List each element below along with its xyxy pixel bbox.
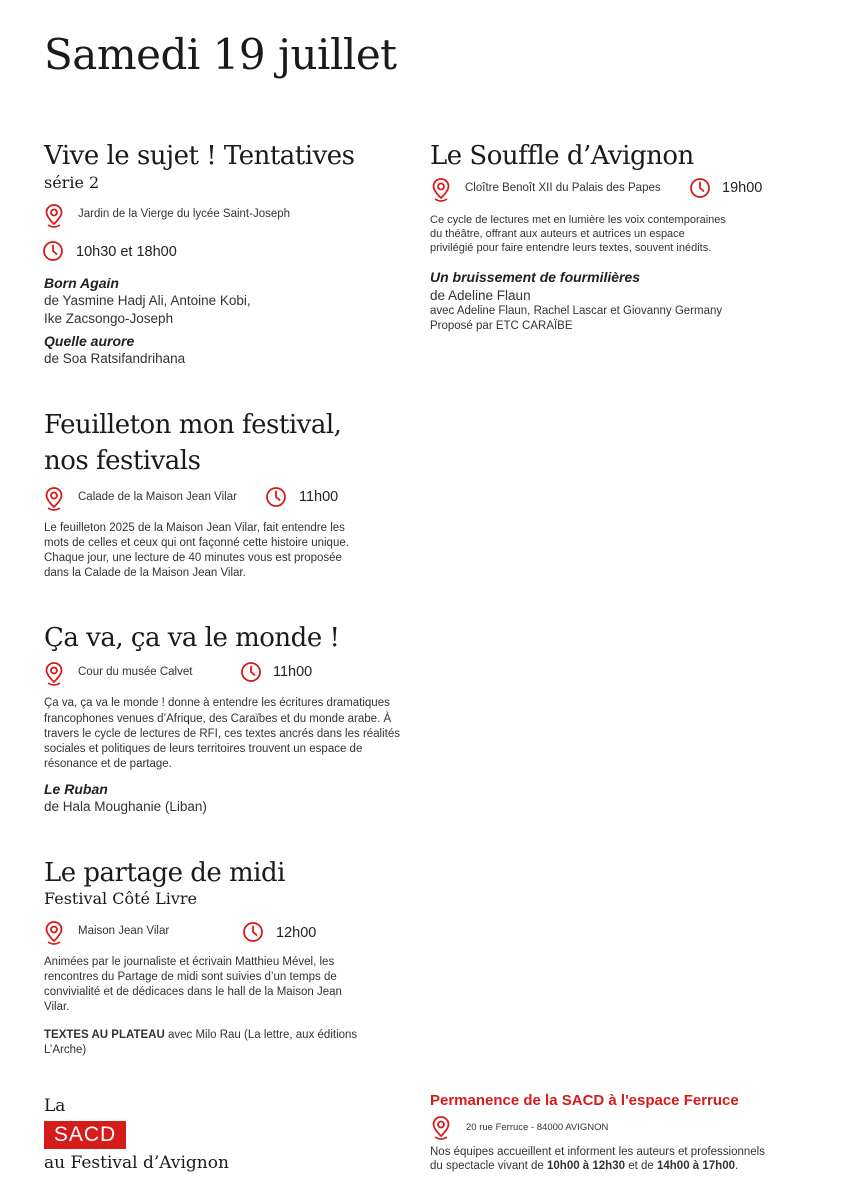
event-time-feuilleton: 11h00 — [299, 489, 339, 505]
event-description-line: Vilar. — [44, 1001, 70, 1013]
clock-icon — [265, 486, 287, 508]
event-location-souffle: Cloître Benoît XII du Palais des Papes — [465, 182, 661, 194]
textes-au-plateau — [44, 1028, 357, 1044]
event-time-cava: 11h00 — [273, 664, 313, 680]
permanence-title: Permanence de la SACD à l'espace Ferruce — [430, 1092, 739, 1109]
event-description-line: Chaque jour, une lecture de 40 minutes vous est proposée — [44, 552, 342, 564]
permanence-hours-morning: 10h00 à 12h30 — [547, 1160, 626, 1172]
permanence-hours-afternoon: 14h00 à 17h00 — [656, 1160, 735, 1172]
permanence-text: du spectacle vivant de — [430, 1160, 547, 1172]
event-description-line: convivialité et de dédicaces dans le hall de la Maison Jean — [44, 986, 342, 998]
event-description-line: dans la Calade de la Maison Jean Vilar. — [44, 567, 246, 579]
location-pin-icon — [43, 661, 65, 687]
logo-la: La — [44, 1096, 66, 1116]
work-title: Un bruissement de fourmilières — [430, 269, 641, 285]
event-description-line: mots de celles et ceux qui ont façonné cette histoire unique. — [44, 537, 349, 549]
event-description-line: sociales et politiques de leurs territoires trouvent un espace de — [44, 743, 363, 755]
event-description-line: Le feuilleton 2025 de la Maison Jean Vilar, fait entendre les — [44, 522, 345, 534]
event-time-partage: 12h00 — [276, 925, 317, 941]
location-pin-icon — [430, 177, 452, 203]
work-title: Le Ruban — [44, 781, 108, 797]
clock-icon — [242, 921, 264, 943]
clock-icon — [42, 240, 64, 262]
event-description-line: privilégié pour faire entendre leurs textes, souvent inédits. — [430, 242, 712, 254]
work-cast: avec Adeline Flaun, Rachel Lascar et Giovanny Germany — [430, 305, 723, 317]
event-subtitle-partage: Festival Côté Livre — [44, 889, 197, 908]
location-pin-icon — [430, 1115, 452, 1141]
event-description-line: Ce cycle de lectures met en lumière les voix contemporaines — [430, 214, 726, 226]
work-author: de Hala Moughanie (Liban) — [44, 799, 207, 814]
page-title: Samedi 19 juillet — [44, 30, 397, 79]
event-description-line: Animées par le journaliste et écrivain Matthieu Mével, les — [44, 956, 335, 968]
event-location-cava: Cour du musée Calvet — [78, 666, 193, 678]
clock-icon — [689, 177, 711, 199]
location-pin-icon — [43, 203, 65, 229]
event-time-souffle: 19h00 — [722, 180, 763, 196]
event-description-line: résonance et de partage. — [44, 758, 172, 770]
event-location-partage: Maison Jean Vilar — [78, 925, 170, 937]
work-title: Quelle aurore — [44, 333, 135, 349]
location-pin-icon — [43, 486, 65, 512]
event-location-vive: Jardin de la Vierge du lycée Saint-Joseph — [78, 208, 291, 220]
textes-rest: avec Milo Rau (La lettre, aux éditions — [164, 1029, 358, 1041]
event-title-feuilleton: Feuilleton mon festival, — [44, 410, 342, 440]
work-author: de Adeline Flaun — [430, 288, 531, 303]
event-title-cava: Ça va, ça va le monde ! — [44, 623, 340, 653]
permanence-line2 — [430, 1159, 738, 1174]
textes-rest-line2: L’Arche) — [44, 1044, 87, 1056]
work-author: Ike Zacsongo-Joseph — [44, 311, 174, 326]
event-description-line: travers le cycle de lectures de RFI, ces textes ancrés dans les réalités — [44, 728, 401, 740]
sacd-logo: SACD — [44, 1121, 126, 1149]
work-author: de Yasmine Hadj Ali, Antoine Kobi, — [44, 293, 251, 308]
work-producer: Proposé par ETC CARAÏBE — [430, 320, 573, 332]
permanence-line1: Nos équipes accueillent et informent les auteurs et professionnels — [430, 1146, 765, 1158]
event-description-line: rencontres du Partage de midi sont suivies d’un temps de — [44, 971, 337, 983]
event-title-partage: Le partage de midi — [44, 858, 285, 888]
event-time-vive: 10h30 et 18h00 — [76, 244, 177, 260]
event-description-line: du théâtre, offrant aux auteurs et autrices un espace — [430, 228, 685, 240]
event-subtitle-vive: série 2 — [44, 173, 100, 192]
work-author: de Soa Ratsifandrihana — [44, 351, 186, 366]
event-description-line: francophones venues d’Afrique, des Caraïbes et du monde arabe. À — [44, 713, 392, 725]
permanence-text: . — [735, 1160, 739, 1172]
event-title-vive: Vive le sujet ! Tentatives — [44, 141, 355, 171]
event-description-line: Ça va, ça va le monde ! donne à entendre les écritures dramatiques — [44, 697, 390, 709]
textes-label: TEXTES AU PLATEAU — [44, 1029, 165, 1041]
work-title: Born Again — [44, 275, 119, 291]
logo-festival: au Festival d’Avignon — [44, 1153, 229, 1173]
permanence-address: 20 rue Ferruce - 84000 AVIGNON — [466, 1122, 609, 1133]
clock-icon — [240, 661, 262, 683]
event-title-souffle: Le Souffle d’Avignon — [430, 141, 694, 171]
event-location-feuilleton: Calade de la Maison Jean Vilar — [78, 491, 237, 503]
event-title-feuilleton: nos festivals — [44, 446, 201, 476]
location-pin-icon — [43, 920, 65, 946]
permanence-text: et de — [625, 1160, 657, 1172]
